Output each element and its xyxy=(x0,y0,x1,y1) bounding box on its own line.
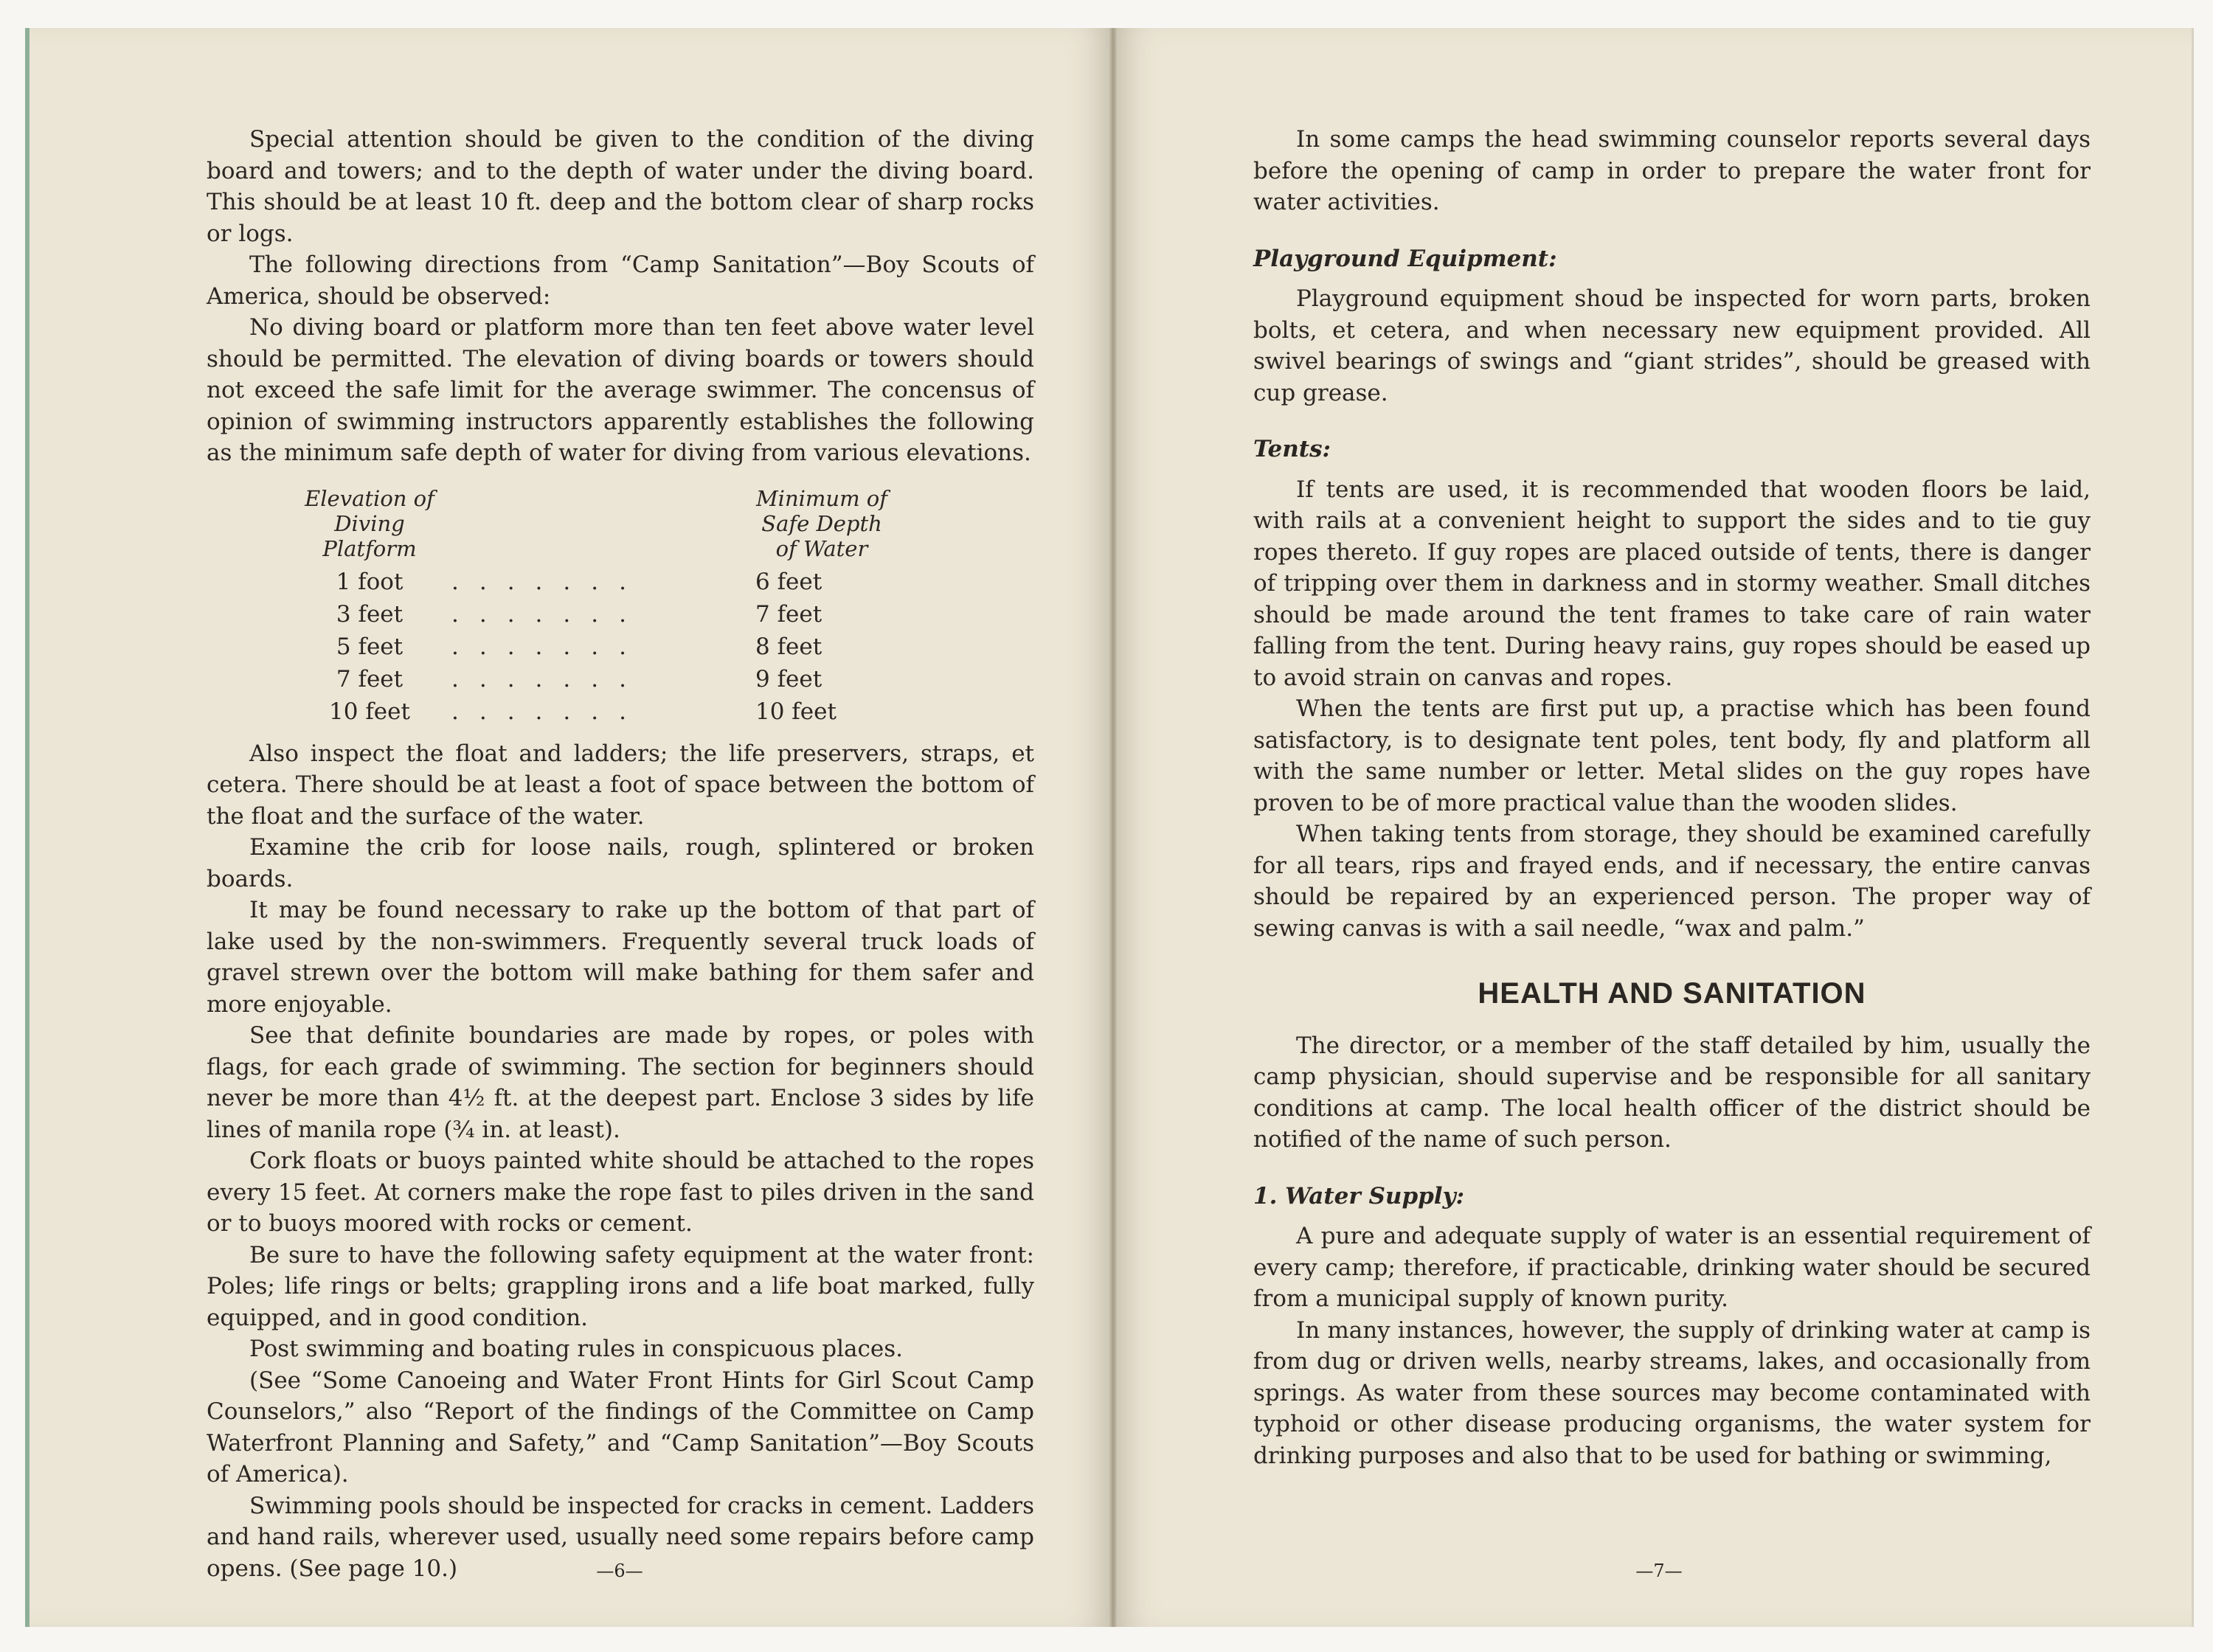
paragraph: A pure and adequate supply of water is an essential requirement of every camp; therefore, if practicable, drinking water should be secured from a municipal supply of known purity. xyxy=(1253,1223,2091,1312)
paragraph: When the tents are first put up, a practise which has been found satisfactory, is to designate tent poles, tent body, fly and platform all with the same number or letter. Metal slides on the guy ropes have proven to be of more practical value than the wooden slides. xyxy=(1253,695,2091,816)
depth-cell: 7 feet xyxy=(755,600,822,628)
left-page xyxy=(25,28,1113,1627)
table-row: 7 feet ....... 9 feet xyxy=(295,663,889,695)
depth-cell: 6 feet xyxy=(755,568,822,595)
paragraph: The following directions from “Camp Sanitation”—Boy Scouts of America, should be observed: xyxy=(207,251,1034,310)
section-title: HEALTH AND SANITATION xyxy=(1478,977,1866,1010)
paragraph: Be sure to have the following safety equipment at the water front: Poles; life rings or belts; grappling irons and a life boat marked, fully equipped, and in good condition. xyxy=(207,1241,1034,1331)
subheading-playground: Playground Equipment: xyxy=(1253,245,1557,272)
paragraph: (See “Some Canoeing and Water Front Hints for Girl Scout Camp Counselors,” also “Report of the findings of the Committee on Camp Waterfront Planning and Safety,” and “Camp Sanitation”—Boy Scouts of America). xyxy=(207,1367,1034,1488)
table-header-row xyxy=(295,485,889,566)
right-page xyxy=(1113,28,2194,1627)
paragraph: It may be found necessary to rake up the bottom of that part of lake used by the non-swimmers. Frequently several truck loads of gravel strewn over the bottom will make bathing for them safer and more enjoyable. xyxy=(207,897,1034,1018)
elevation-cell: 5 feet xyxy=(336,633,404,660)
paragraph: Special attention should be given to the condition of the diving board and towers; and to the depth of water under the diving board. This should be at least 10 ft. deep and the bottom clear of sharp rocks or logs. xyxy=(207,126,1034,247)
paragraph: See that definite boundaries are made by ropes, or poles with flags, for each grade of swimming. The section for beginners should never be more than 4½ ft. at the deepest part. Enclose 3 sides by life lines of manila rope (¾ in. at least). xyxy=(207,1022,1034,1143)
table-row: 10 feet ....... 10 feet xyxy=(295,695,889,728)
paragraph: In some camps the head swimming counselor reports several days before the opening of camp in order to prepare the water front for water activities. xyxy=(1253,126,2091,215)
elevation-cell: 1 foot xyxy=(336,568,404,595)
paragraph: In many instances, however, the supply of drinking water at camp is from dug or driven wells, nearby streams, lakes, and occasionally from springs. As water from these sources may become contaminated with typhoid or other disease producing organisms, the water system for drinking purposes and also that to be used for bathing or swimming, xyxy=(1253,1316,2091,1469)
booklet-spread xyxy=(25,28,2194,1627)
table-row: 1 foot ....... 6 feet xyxy=(295,566,889,598)
table-header-depth: Minimum of Safe Depth of Water xyxy=(755,485,887,561)
depth-cell: 8 feet xyxy=(755,633,822,660)
paragraph: Also inspect the float and ladders; the life preservers, straps, et cetera. There should be at least a foot of space between the bottom of the float and the surface of the water. xyxy=(207,740,1034,830)
table-header-elevation: Elevation of Diving Platform xyxy=(305,485,434,561)
book-gutter xyxy=(1109,28,1117,1627)
depth-cell: 9 feet xyxy=(755,665,822,693)
table-row: 5 feet ....... 8 feet xyxy=(295,631,889,663)
diving-depth-table xyxy=(295,485,889,728)
page-number: —7— xyxy=(1635,1561,1683,1581)
paragraph: Swimming pools should be inspected for cracks in cement. Ladders and hand rails, wherever used, usually need some repairs before camp opens. (See page 10.) xyxy=(207,1492,1034,1582)
paragraph: Playground equipment shoud be inspected for worn parts, broken bolts, et cetera, and when necessary new equipment provided. All swivel bearings of swings and “giant strides”, should be greased with cup grease. xyxy=(1253,285,2091,406)
elevation-cell: 10 feet xyxy=(329,698,410,725)
paragraph: The director, or a member of the staff detailed by him, usually the camp physician, should supervise and be responsible for all sanitary conditions at camp. The local health officer of the district should be notified of the name of such person. xyxy=(1253,1032,2091,1153)
paragraph: Examine the crib for loose nails, rough, splintered or broken boards. xyxy=(207,834,1034,892)
depth-cell: 10 feet xyxy=(755,698,837,725)
elevation-cell: 7 feet xyxy=(336,665,404,693)
paragraph: If tents are used, it is recommended that wooden floors be laid, with rails at a convenient height to support the sides and to tie guy ropes thereto. If guy ropes are placed outside of tents, there is danger of tripping over them in darkness and in stormy weather. Small ditches should be made around the tent frames to take care of rain water falling from the tent. During heavy rains, guy ropes should be eased up to avoid strain on canvas and ropes. xyxy=(1253,476,2091,691)
elevation-cell: 3 feet xyxy=(336,600,404,628)
paragraph: Post swimming and boating rules in conspicuous places. xyxy=(249,1336,904,1362)
left-page-text xyxy=(207,124,1034,1584)
paragraph: When taking tents from storage, they should be examined carefully for all tears, rips and frayed ends, and if necessary, the entire canvas should be repaired by an experienced person. The proper way of sewing canvas is with a sail needle, “wax and palm.” xyxy=(1253,821,2091,942)
subheading-water-supply: 1. Water Supply: xyxy=(1253,1182,1465,1210)
paragraph: Cork floats or buoys painted white should be attached to the ropes every 15 feet. At corners make the rope fast to piles driven in the sand or to buoys moored with rocks or cement. xyxy=(207,1148,1034,1237)
table-row: 3 feet ....... 7 feet xyxy=(295,598,889,631)
page-number: —6— xyxy=(596,1561,643,1581)
right-page-text xyxy=(1253,124,2091,1471)
paragraph: No diving board or platform more than ten feet above water level should be permitted. The elevation of diving boards or towers should not exceed the safe limit for the average swimmer. The concensus of opinion of swimming instructors apparently establishes the following as the minimum safe depth of water for diving from various elevations. xyxy=(207,314,1034,466)
subheading-tents: Tents: xyxy=(1253,436,1331,462)
